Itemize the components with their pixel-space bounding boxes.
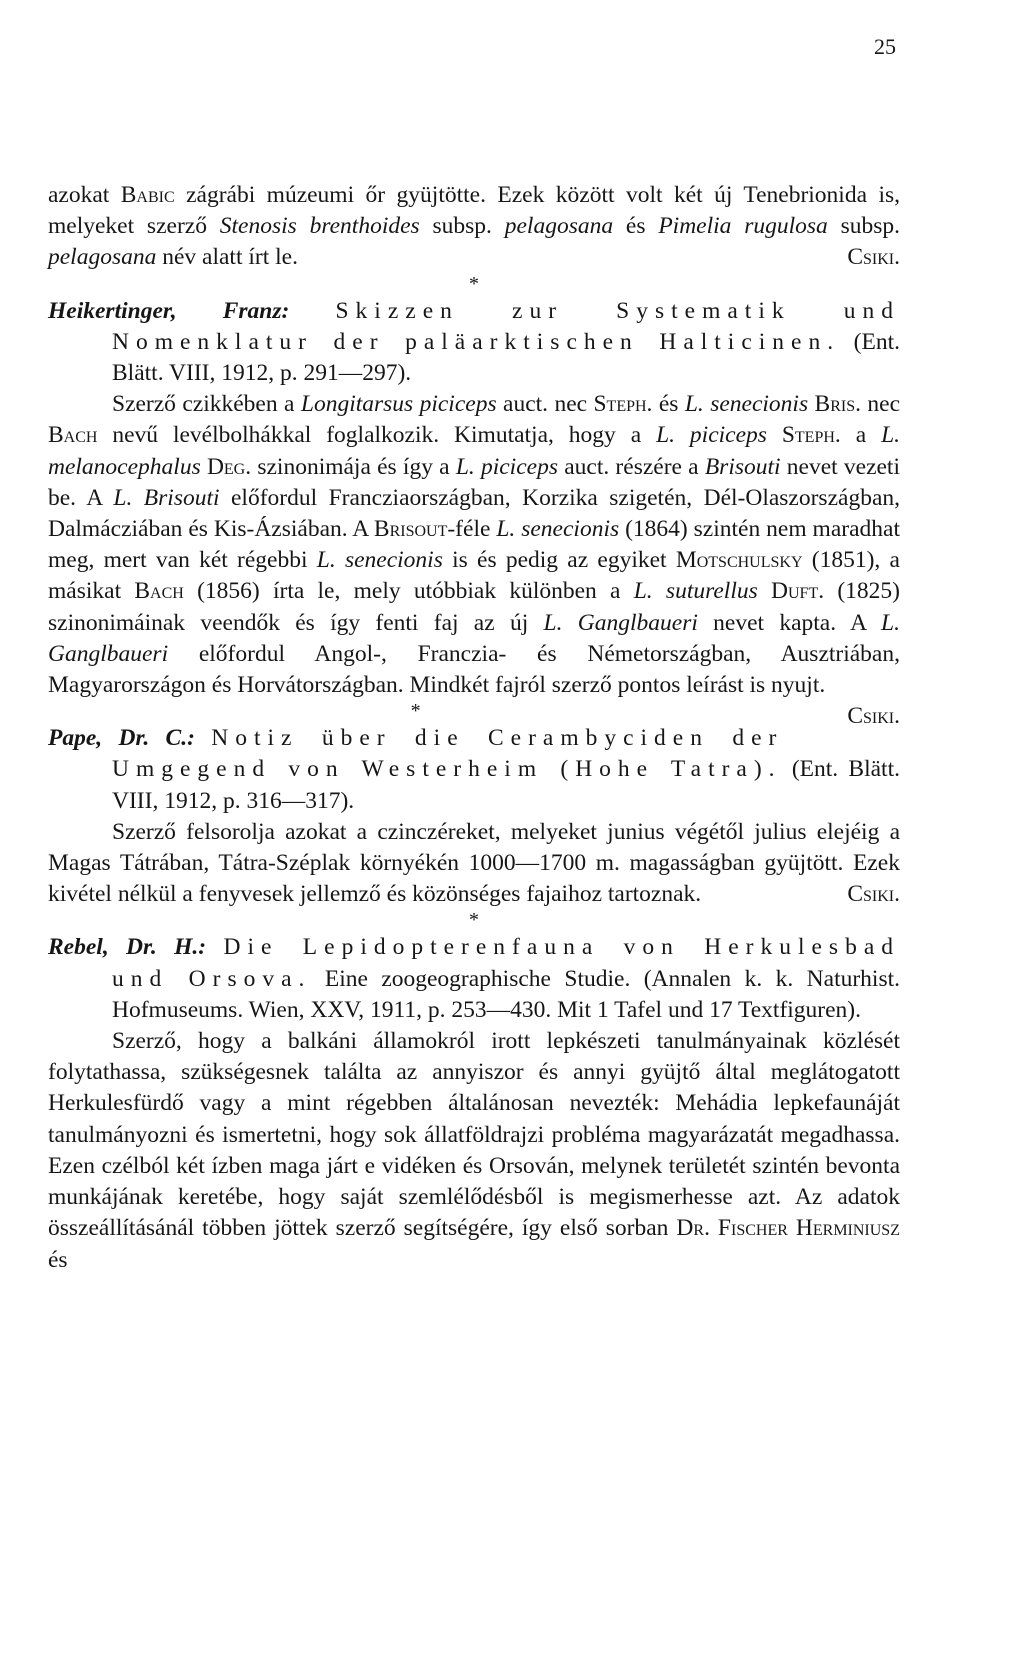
entry-title: Die Lepidopterenfauna von Herkulesbad und Orsova. xyxy=(112,934,900,992)
entry-reference: (Ent. Blätt. VIII, 1912, p. 291—297). xyxy=(112,328,900,387)
paragraph-babic: azokat Babic zágrábi múzeumi őr gyüjtötte. Ezek között volt két új Tenebrionida is, melyeket szerző Stenosis brenthoides subsp. pelagosana és Pimelia rugulosa subsp. pelagosana név alatt írt le. Csiki. xyxy=(48,180,900,274)
entry-title: Skizzen zur Systematik und Nomenklatur der paläarktischen Halticinen. xyxy=(112,297,900,355)
bibliography-entry-heikertinger xyxy=(48,296,900,390)
paragraph-longitarsus: Szerző czikkében a Longitarsus piciceps auct. nec Steph. és L. senecionis Bris. nec Bach nevű levélbolhákkal foglalkozik. Kimutatja, hogy a L. piciceps Steph. a L. melanocephalus Deg. szinonimája és így a L. piciceps auct. részére a Brisouti nevet vezeti be. A L. Brisouti előfordul Francziaországban, Korzika szigetén, Dél-Olaszországban, Dalmácziában és Kis-Ázsiában. A Brisout-féle L. senecionis (1864) szintén nem maradhat meg, mert van két régebbi L. senecionis is és pedig az egyiket Motschulsky (1851), a másikat Bach (1856) írta le, mely utóbbiak különben a L. suturellus Duft. (1825) szinonimáinak veendők és így fenti faj az új L. Ganglbaueri nevet kapta. A L. Ganglbaueri előfordul Angol-, Franczia- és Németországban, Ausztriában, Magyarországon és Horvátországban. Mindkét fajról szerző pontos leírást is nyujt. Csiki. xyxy=(48,389,900,701)
signature: Csiki. xyxy=(847,881,900,908)
section-separator: * xyxy=(410,700,421,723)
bibliography-entry-rebel xyxy=(48,932,900,1026)
signature: Csiki. xyxy=(847,703,900,730)
entry-author: Rebel, Dr. H.: xyxy=(48,934,207,961)
page-number: 25 xyxy=(874,34,896,59)
paragraph-herkulesbad: Szerző, hogy a balkáni államokról irott lepkészeti tanulmányainak közlését folytathassa, szükségesnek találta az annyiszor és annyi gyüjtő által meglátogatott Herkulesfürdő vagy a mint régebben általánosan nevezték: Mehádia lepkefaunáját tanulmányozni és ismertetni, hogy sok állatföldrajzi probléma magyarázatát megadhassa. Ezen czélból két ízben maga járt e vidéken és Orsován, melynek területét szintén bevonta munkájának keretébe, hogy saját szemlélődésből is megismerhesse azt. Az adatok összeállításánál többen jöttek szerző segítségére, így első sorban Dr. Fischer Herminiusz és xyxy=(48,1028,900,1273)
entry-author: Pape, Dr. C.: xyxy=(48,725,195,752)
section-separator: * xyxy=(469,909,479,932)
entry-reference: Eine zoogeographische Studie. (Annalen k. k. Naturhist. Hofmuseums. Wien, XXV, 1911, p. 253—430. Mit 1 Tafel und 17 Textfiguren). xyxy=(112,965,901,1023)
entry-author: Heikertinger, Franz: xyxy=(48,297,290,324)
entry-reference: (Ent. Blätt. VIII, 1912, p. 316—317). xyxy=(112,756,900,814)
bibliography-entry-pape xyxy=(48,723,900,817)
entry-title: Notiz über die Cerambyciden der Umgegend von Westerheim (Hohe Tatra). xyxy=(112,725,784,783)
paragraph-cerambyciden: Szerző felsorolja azokat a czinczéreket, melyeket junius végétől julius elejéig a Magas Tátrában, Tátra-Széplak környékén 1000—1700 m. magasságban gyüjtött. Ezek kivétel nélkül a fenyvesek jellemző és közönséges fajaihoz tartoznak. Csiki. xyxy=(48,817,900,911)
signature: Csiki. xyxy=(847,244,900,271)
page-body xyxy=(48,180,900,1276)
section-separator: * xyxy=(469,272,479,295)
